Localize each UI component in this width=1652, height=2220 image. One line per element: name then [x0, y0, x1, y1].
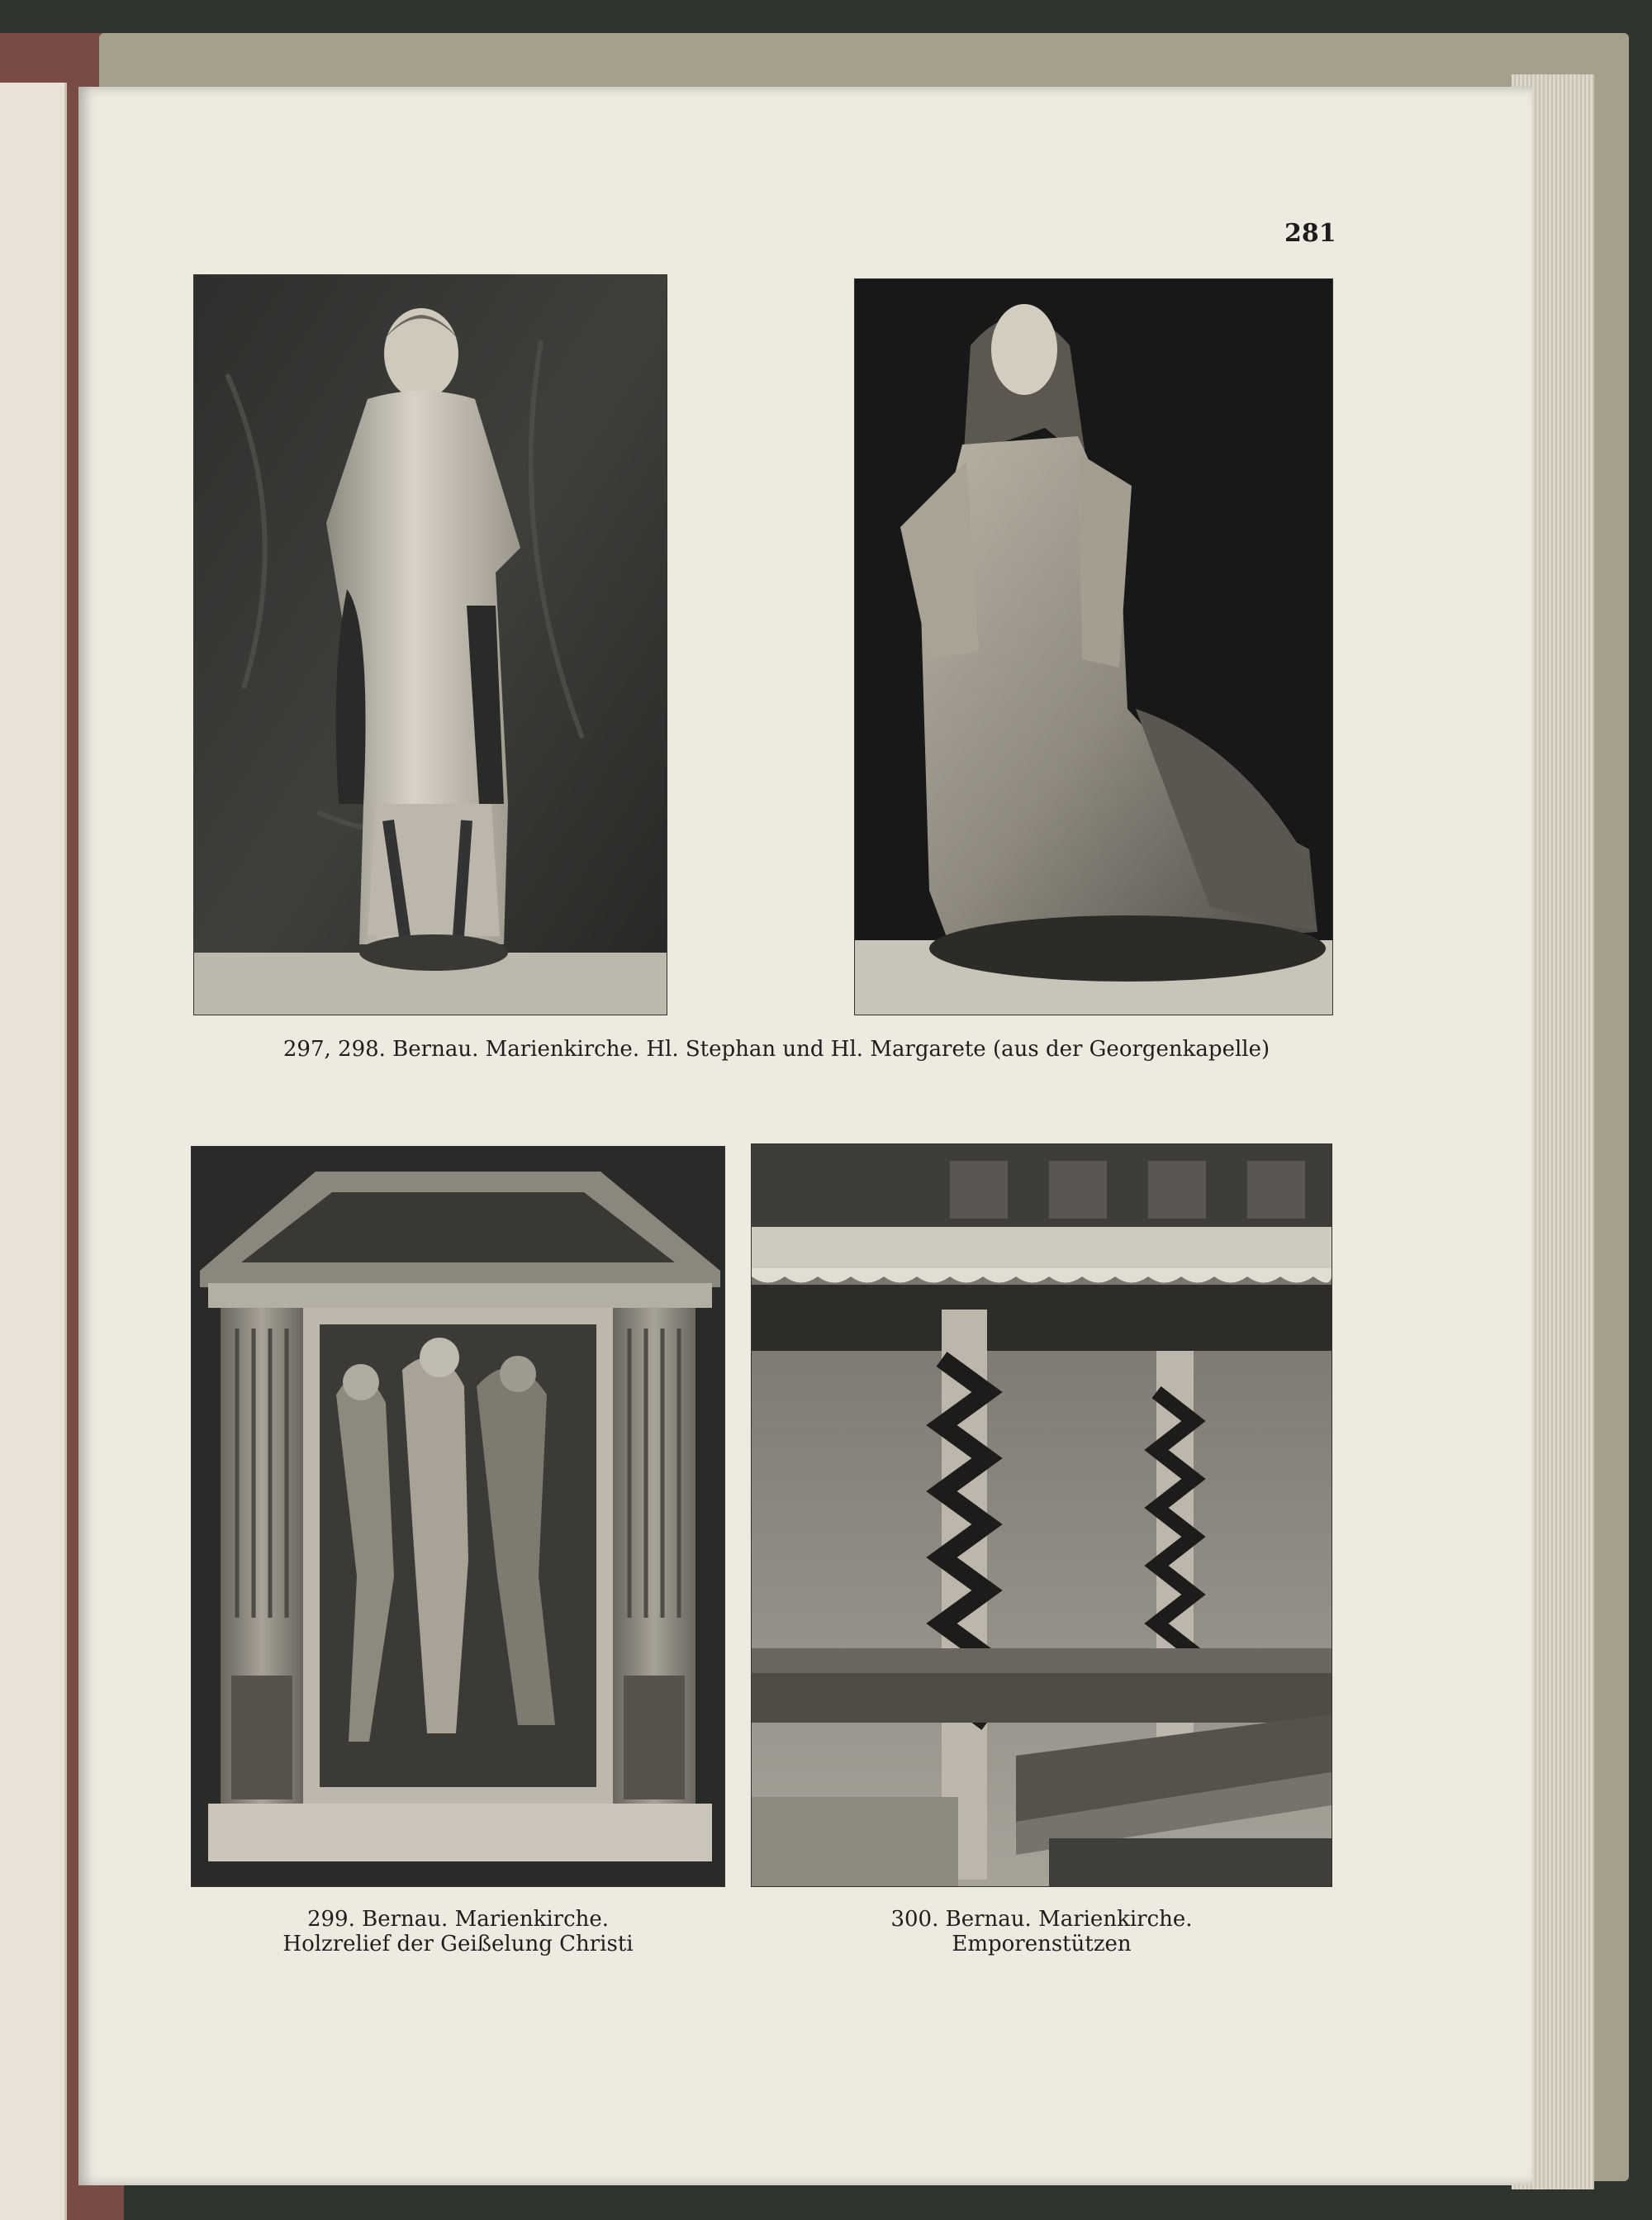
caption-299-line-2: Holzrelief der Geißelung Christi	[282, 1932, 634, 1956]
caption-300-line-1: 300. Bernau. Marienkirche.	[890, 1907, 1193, 1932]
margarete-figure-image	[855, 279, 1332, 1015]
caption-plates-297-298: 297, 298. Bernau. Marienkirche. Hl. Stephan und Hl. Margarete (aus der Georgenkapelle)	[282, 1037, 1270, 1062]
stephan-figure-image	[194, 275, 667, 1015]
caption-299-line-1: 299. Bernau. Marienkirche.	[306, 1907, 610, 1932]
plate-stephan	[194, 275, 667, 1015]
page-number: 281	[1284, 219, 1336, 248]
gallery-image	[752, 1144, 1332, 1886]
caption-plate-299	[192, 1907, 724, 1956]
facing-page-edge	[0, 83, 67, 2220]
plate-gallery	[752, 1144, 1332, 1886]
plate-margarete	[855, 279, 1332, 1015]
plate-relief	[192, 1147, 724, 1886]
caption-300-line-2: Emporenstützen	[952, 1932, 1132, 1956]
caption-plate-300	[752, 1907, 1332, 1956]
relief-image	[192, 1147, 724, 1886]
